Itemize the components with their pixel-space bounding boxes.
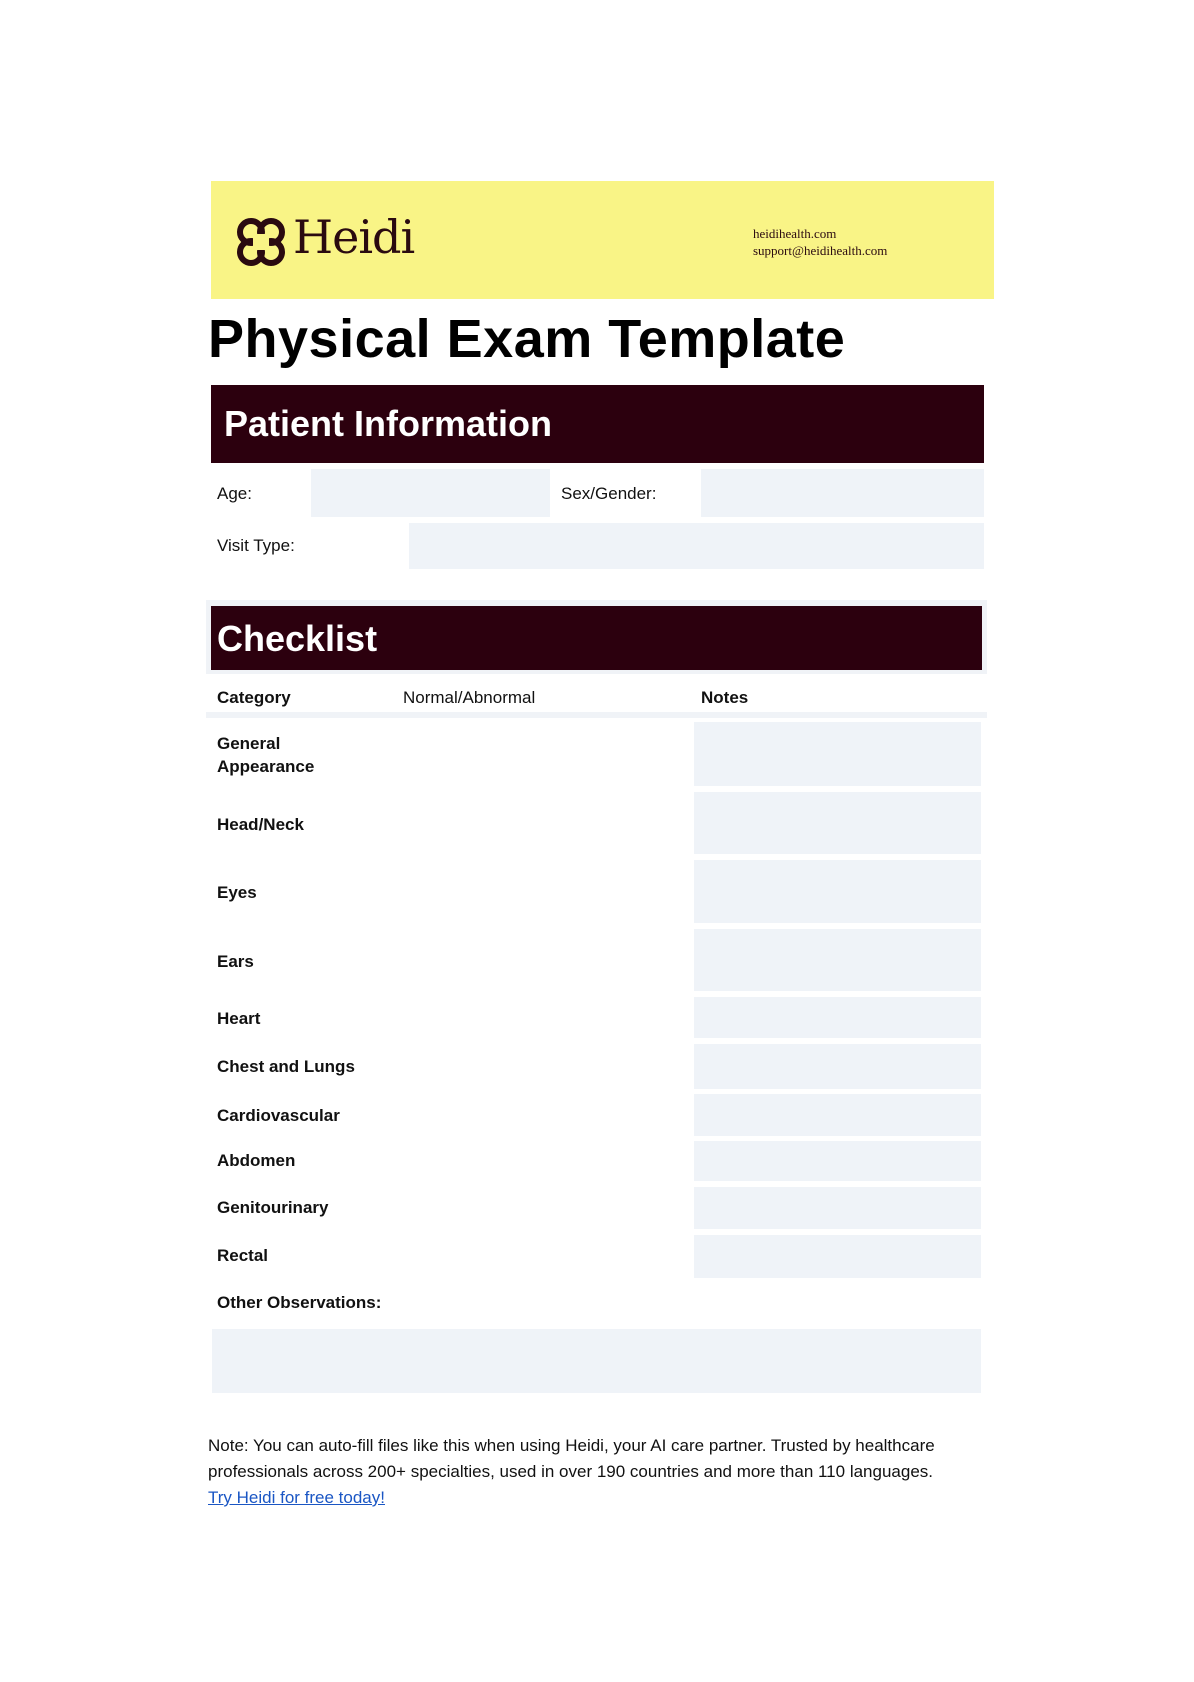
row-abdomen: Abdomen [217,1151,296,1170]
email-text[interactable]: support@heidihealth.com [753,243,888,258]
visit-type-label: Visit Type: [217,536,295,555]
notes-chest-lungs[interactable] [694,1044,981,1089]
other-observations-label: Other Observations: [217,1293,382,1312]
footer-note [208,1433,988,1511]
try-heidi-link[interactable]: Try Heidi for free today! [208,1488,385,1507]
notes-abdomen[interactable] [694,1141,981,1181]
row-rectal: Rectal [217,1246,269,1265]
column-notes: Notes [701,688,749,707]
notes-eyes[interactable] [694,860,981,923]
notes-heart[interactable] [694,997,981,1038]
checklist-heading: Checklist [217,618,378,659]
row-cardiovascular: Cardiovascular [217,1106,340,1125]
notes-head-neck[interactable] [694,792,981,854]
heidi-logo-icon [235,216,287,268]
header-banner [211,181,994,299]
row-chest-lungs: Chest and Lungs [217,1057,355,1076]
column-normal-abnormal: Normal/Abnormal [403,688,536,707]
row-ears: Ears [217,952,254,971]
contact-info [753,225,887,259]
age-label: Age: [217,484,252,503]
sex-gender-field[interactable] [701,469,984,517]
checklist-header [211,606,982,670]
notes-genitourinary[interactable] [694,1187,981,1229]
header-separator [206,712,987,718]
notes-rectal[interactable] [694,1235,981,1278]
row-head-neck: Head/Neck [217,815,304,834]
notes-general-appearance[interactable] [694,722,981,786]
row-heart: Heart [217,1009,261,1028]
notes-ears[interactable] [694,929,981,991]
patient-info-heading: Patient Information [224,403,553,444]
brand-name: Heidi [293,210,415,264]
column-category: Category [217,688,291,707]
age-field[interactable] [311,469,550,517]
heidi-logo [235,210,415,268]
sex-gender-label: Sex/Gender: [561,484,657,503]
row-general-appearance: General Appearance [217,734,315,776]
visit-type-field[interactable] [409,523,984,569]
other-observations-field[interactable] [212,1329,981,1393]
row-eyes: Eyes [217,883,257,902]
page-title: Physical Exam Template [208,309,846,369]
website-text[interactable]: heidihealth.com [753,226,837,241]
notes-cardiovascular[interactable] [694,1094,981,1136]
row-genitourinary: Genitourinary [217,1198,329,1217]
patient-info-header [211,385,984,463]
footer-note-text: Note: You can auto-fill files like this when using Heidi, your AI care partner. Trusted by healthcare professionals across 200+ specialties, used in over 190 countries and more than 110 languages. [208,1436,935,1481]
